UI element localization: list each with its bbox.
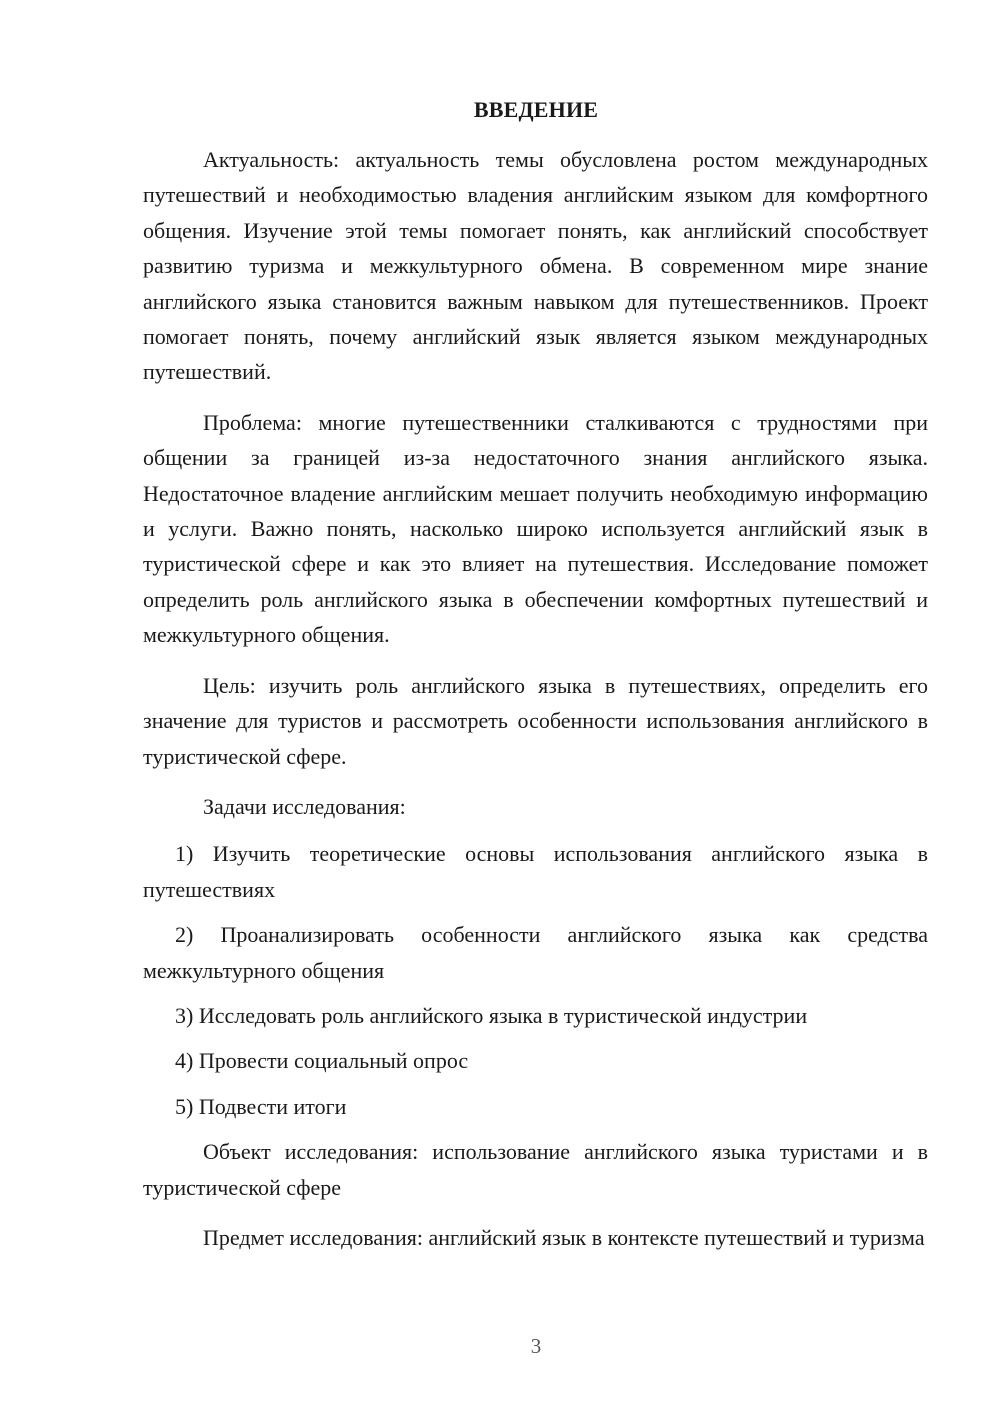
relevance-paragraph: Актуальность: актуальность темы обусловлена ростом международных путешествий и необходимостью владения английским языком для комфортного общения. Изучение этой темы помогает понять, как английский способствует развитию туризма и межкультурного обмена. В современном мире знание английского языка становится важным навыком для путешественников. Проект помогает понять, почему английский язык является языком международных путешествий. xyxy=(143,147,928,385)
research-subject-paragraph: Предмет исследования: английский язык в контексте путешествий и туризма xyxy=(203,1224,925,1250)
task-item: 3) Исследовать роль английского языка в туристической индустрии xyxy=(175,1002,808,1028)
research-object-paragraph: Объект исследования: использование английского языка туристами и в туристической сфере xyxy=(143,1139,928,1200)
task-item: 5) Подвести итоги xyxy=(175,1093,347,1119)
task-item: 2) Проанализировать особенности английского языка как средства межкультурного общения xyxy=(143,922,928,983)
tasks-heading: Задачи исследования: xyxy=(203,793,406,819)
page-number: 3 xyxy=(530,1334,542,1358)
document-body xyxy=(143,142,928,1270)
task-item: 1) Изучить теоретические основы использования английского языка в путешествиях xyxy=(143,841,928,902)
goal-paragraph: Цель: изучить роль английского языка в путешествиях, определить его значение для туристов и рассмотреть особенности использования английского в туристической сфере. xyxy=(143,672,928,769)
page-title: ВВЕДЕНИЕ xyxy=(473,97,599,122)
problem-paragraph: Проблема: многие путешественники сталкиваются с трудностями при общении за границей из-за недостаточного знания английского языка. Недостаточное владение английским мешает получить необходимую информацию и услуги. Важно понять, насколько широко используется английский язык в туристической сфере и как это влияет на путешествия. Исследование поможет определить роль английского языка в обеспечении комфортных путешествий и межкультурного общения. xyxy=(143,409,928,648)
task-item: 4) Провести социальный опрос xyxy=(175,1048,469,1074)
